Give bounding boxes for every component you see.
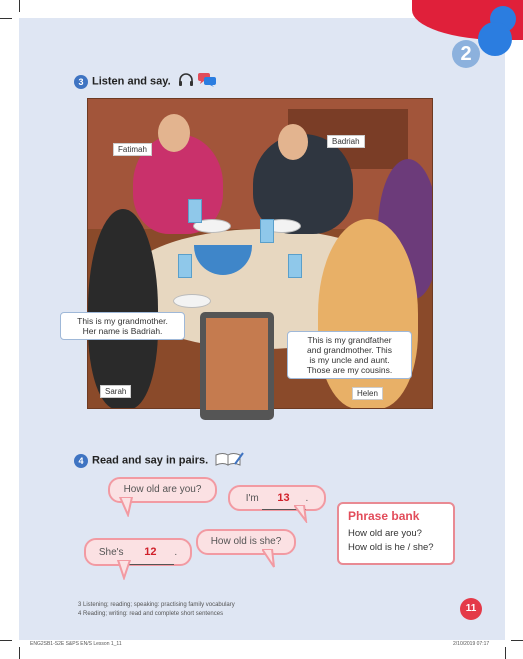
page-number: 11 xyxy=(460,598,482,620)
speech-line: Those are my cousins. xyxy=(306,365,393,375)
name-label-helen: Helen xyxy=(352,387,383,400)
print-info-left: ENG2SB1-S2E S&PS EN/S Lesson 1_11 xyxy=(30,641,122,647)
unit-badge: 2 xyxy=(452,40,480,68)
bubble-shes-answer xyxy=(84,538,192,566)
glass xyxy=(178,254,192,278)
speech-bubble-sarah xyxy=(60,312,185,340)
bubble-how-old-is-she xyxy=(196,529,296,555)
headphones-icon xyxy=(178,73,194,90)
decoration-circle xyxy=(478,22,512,56)
phrase-bank-item: How old are you? xyxy=(348,528,422,539)
footnote: 3 Listening; reading; speaking: practising family vocabulary xyxy=(78,602,235,608)
book-pencil-icon xyxy=(215,451,245,470)
phrase-bank-item: How old is he / she? xyxy=(348,542,434,553)
bubble-tail xyxy=(294,505,312,523)
tablet-family-photo xyxy=(200,312,274,420)
speech-bubble-helen xyxy=(287,331,412,379)
person-sarah xyxy=(88,209,158,409)
bubble-text: How old is she? xyxy=(210,536,282,547)
answer-12: 12 xyxy=(126,540,174,565)
speech-line: is my uncle and aunt. xyxy=(309,355,390,365)
section-title: Listen and say. xyxy=(92,75,171,88)
speech-line: This is my grandmother. xyxy=(77,316,168,326)
section-3-heading xyxy=(74,72,217,91)
crop-mark xyxy=(19,647,20,659)
speech-line: This is my grandfather xyxy=(307,335,392,345)
face xyxy=(158,114,190,152)
crop-mark xyxy=(511,640,523,641)
print-info-right: 2/10/2019 07:17 xyxy=(453,641,490,647)
speech-bubbles-icon xyxy=(197,72,217,91)
section-number: 4 xyxy=(74,454,88,468)
bubble-prefix: She's xyxy=(98,547,127,558)
crop-mark xyxy=(505,647,506,659)
family-photo xyxy=(206,318,268,410)
crop-mark xyxy=(19,0,20,12)
person-helen xyxy=(318,219,418,409)
speech-line: Her name is Badriah. xyxy=(82,326,163,336)
bubble-text: How old are you? xyxy=(123,484,202,495)
name-label-badriah: Badriah xyxy=(327,135,365,148)
glass xyxy=(288,254,302,278)
footnote: 4 Reading; writing: read and complete short sentences xyxy=(78,611,224,617)
glass xyxy=(188,199,202,223)
section-title: Read and say in pairs. xyxy=(92,454,209,467)
section-number: 3 xyxy=(74,75,88,89)
speech-line: and grandmother. This xyxy=(307,345,392,355)
bubble-tail xyxy=(116,560,134,580)
bubble-prefix: I'm xyxy=(245,493,262,504)
face xyxy=(278,124,308,160)
bubble-tail xyxy=(118,497,136,517)
bubble-suffix: . xyxy=(174,547,178,558)
bubble-suffix: . xyxy=(305,493,309,504)
name-label-sarah: Sarah xyxy=(100,385,131,398)
plate xyxy=(173,294,211,308)
name-label-fatimah: Fatimah xyxy=(113,143,152,156)
section-4-heading xyxy=(74,451,245,470)
crop-mark xyxy=(0,640,12,641)
bubble-tail xyxy=(262,549,280,569)
phrase-bank-title: Phrase bank xyxy=(348,509,420,523)
answer-13: 13 xyxy=(262,487,306,510)
phrase-bank xyxy=(337,502,455,565)
crop-mark xyxy=(0,18,12,19)
glass xyxy=(260,219,274,243)
